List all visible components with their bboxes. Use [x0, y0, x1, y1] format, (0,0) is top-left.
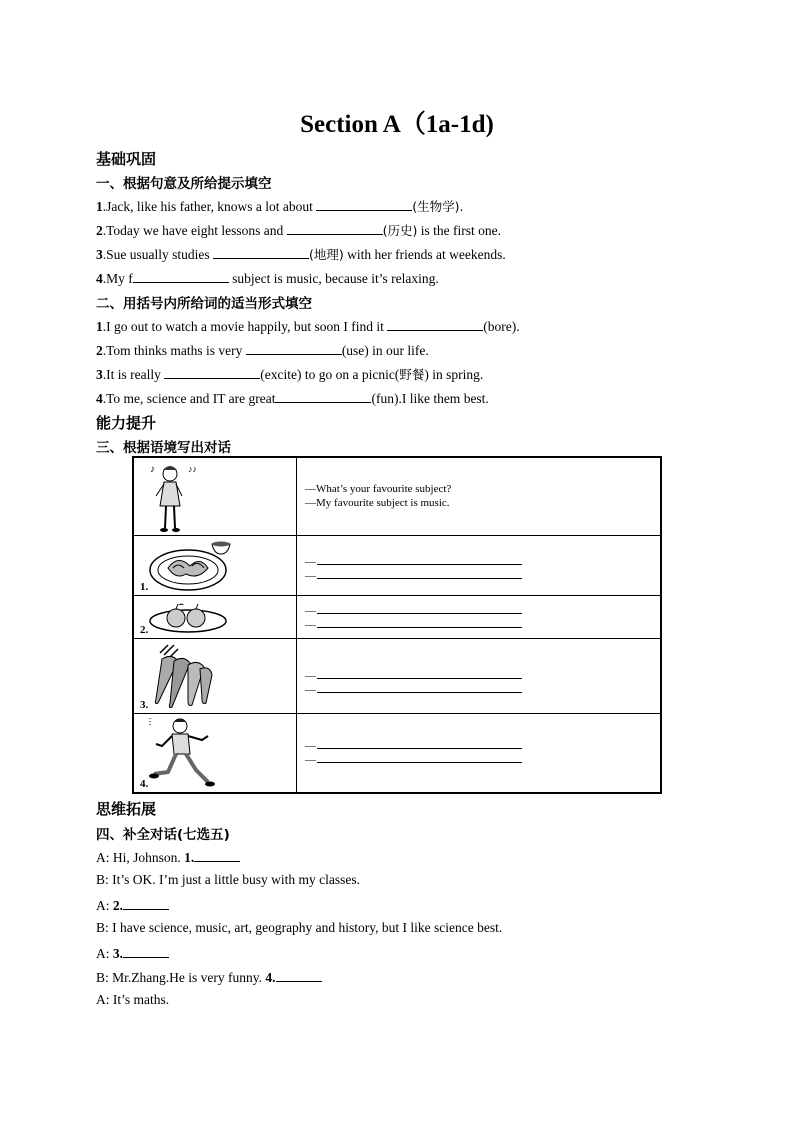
picture-cell: [133, 457, 297, 535]
answer-cell: — —: [297, 595, 662, 638]
answer-blank[interactable]: [213, 245, 309, 259]
table-row: [133, 713, 661, 793]
question-line: 3.It is really (excite) to go on a picnic(野餐) in spring.: [96, 367, 484, 382]
question-line: 4.To me, science and IT are great (fun).I like them best.: [96, 391, 489, 406]
example-question: —What’s your favourite subject?: [305, 483, 452, 496]
row-number: 4.: [140, 778, 149, 790]
dialogue-line: A: Hi, Johnson. 1.: [96, 848, 240, 866]
answer-blank[interactable]: [123, 896, 169, 910]
answer-blank[interactable]: [194, 848, 240, 862]
svg-text:♪: ♪: [150, 464, 155, 475]
picture-cell: [133, 713, 297, 793]
carrots-icon: [148, 641, 228, 713]
example-answer: —My favourite subject is music.: [305, 497, 450, 510]
part3-heading: 三、根据语境写出对话: [96, 440, 231, 456]
answer-cell: — —: [297, 638, 662, 713]
answer-blank[interactable]: [133, 269, 229, 283]
answer-blank[interactable]: [276, 968, 322, 982]
dialogue-line: A: It’s maths.: [96, 992, 170, 1007]
picture-cell: [133, 595, 297, 638]
dialogue-line: B: I have science, music, art, geography and history, but I like science best.: [96, 920, 503, 935]
section-heading-ability: 能力提升: [96, 414, 157, 432]
answer-line[interactable]: [317, 739, 522, 749]
answer-line[interactable]: [317, 569, 522, 579]
dialogue-line: A: 3.: [96, 944, 169, 962]
table-row: [133, 535, 661, 595]
table-row: [133, 595, 661, 638]
question-line: 3.Sue usually studies (地理) with her friends at weekends.: [96, 247, 506, 262]
table-row: [133, 457, 661, 535]
answer-blank[interactable]: [387, 317, 483, 331]
apples-plate-icon: [148, 597, 243, 637]
answer-line[interactable]: [317, 618, 522, 628]
row-number: 2.: [140, 623, 149, 636]
part2-heading: 二、用括号内所给词的适当形式填空: [96, 296, 312, 312]
example-cell: [297, 457, 662, 535]
question-line: 2.Tom thinks maths is very (use) in our life.: [96, 343, 429, 358]
answer-blank[interactable]: [275, 389, 371, 403]
section-heading-basic: 基础巩固: [96, 150, 157, 168]
running-boy-icon: [148, 716, 228, 792]
answer-line[interactable]: [317, 555, 522, 565]
part1-heading: 一、根据句意及所给提示填空: [96, 176, 272, 192]
picture-cell: [133, 638, 297, 713]
answer-blank[interactable]: [164, 365, 260, 379]
answer-line[interactable]: [317, 669, 522, 679]
answer-blank[interactable]: [287, 221, 383, 235]
dialogue-line: A: 2.: [96, 896, 169, 914]
answer-line[interactable]: [317, 604, 522, 614]
question-line: 1.Jack, like his father, knows a lot about (生物学).: [96, 199, 464, 214]
answer-blank[interactable]: [123, 944, 169, 958]
dialogue-line: B: It’s OK. I’m just a little busy with my classes.: [96, 872, 360, 887]
picture-cell: [133, 535, 297, 595]
dialogue-line: B: Mr.Zhang.He is very funny. 4.: [96, 968, 322, 986]
answer-cell: — —: [297, 713, 662, 793]
question-line: 2.Today we have eight lessons and (历史) is the first one.: [96, 223, 502, 238]
answer-blank[interactable]: [246, 341, 342, 355]
question-line: 4.My f subject is music, because it’s relaxing.: [96, 271, 439, 286]
row-number: 3.: [140, 698, 149, 711]
svg-text:♪♪: ♪♪: [188, 464, 197, 474]
answer-blank[interactable]: [316, 197, 412, 211]
answer-cell: — —: [297, 535, 662, 595]
dialogue-table: [132, 456, 662, 794]
row-number: 1.: [140, 580, 149, 593]
answer-line[interactable]: [317, 683, 522, 693]
page-title: Section A（1a-1d): [300, 111, 494, 138]
dumplings-plate-icon: [148, 538, 243, 594]
table-row: [133, 638, 661, 713]
singing-girl-icon: [148, 460, 208, 536]
section-heading-extension: 思维拓展: [96, 800, 157, 818]
question-line: 1.I go out to watch a movie happily, but soon I find it (bore).: [96, 319, 520, 334]
answer-line[interactable]: [317, 753, 522, 763]
part4-heading: 四、补全对话(七选五): [96, 827, 230, 843]
